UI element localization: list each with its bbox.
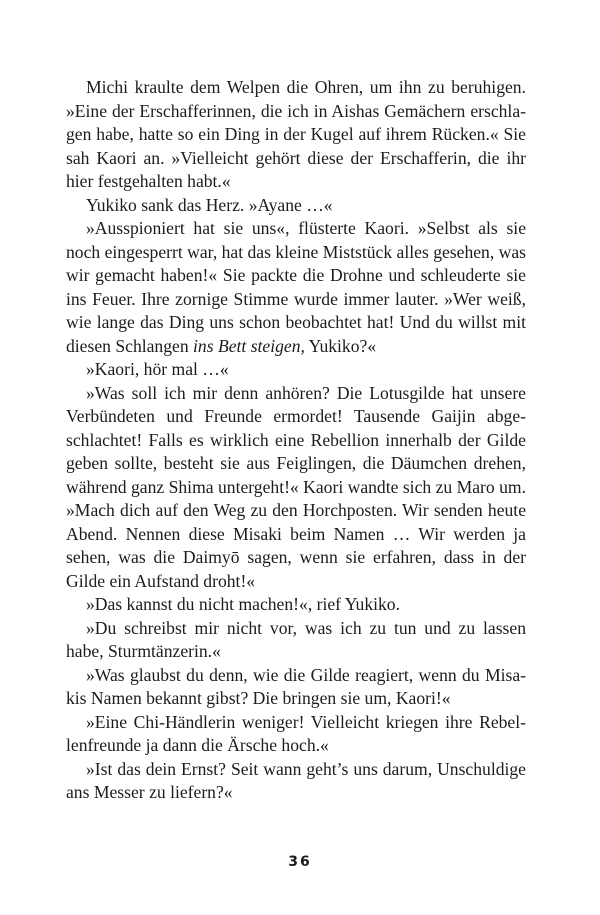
paragraph: »Du schreibst mir nicht vor, was ich zu tun und zu lassen habe, Sturmtänzerin.« <box>66 617 526 661</box>
paragraph: »Ist das dein Ernst? Seit wann geht’s uns darum, Unschuldige ans Messer zu liefern?« <box>66 758 526 802</box>
paragraph-text: Yukiko?« <box>304 335 377 356</box>
body-text <box>66 76 526 805</box>
paragraph: Yukiko sank das Herz. »Ayane …« <box>86 194 333 215</box>
italic-emphasis: ins Bett steigen, <box>193 335 305 356</box>
paragraph: »Das kannst du nicht machen!«, rief Yukiko. <box>86 594 401 614</box>
paragraph <box>66 217 526 358</box>
paragraph: »Was soll ich mir denn anhören? Die Lotusgilde hat unsere Verbündeten und Freunde ermordet! Tausende Gaijin abgeschlachtet! Falls es wirklich eine Rebellion innerhalb der Gilde geben sollte, besteht sie aus Feiglingen, die Däumchen drehen, während ganz Shima untergeht!« Kaori wandte sich zu Maro um. »Mach dich auf den Weg zu den Horchposten. Wir senden heute Abend. Nennen diese Misaki beim Namen … Wir werden ja sehen, was die Daimyō sagen, wenn sie erfahren, dass in der Gilde ein Aufstand droht!« <box>66 382 526 591</box>
paragraph: »Kaori, hör mal …« <box>86 359 229 379</box>
paragraph: Michi kraulte dem Welpen die Ohren, um ihn zu beruhigen. »Eine der Erschafferinnen, die ich in Aishas Gemächern erschlagen habe, hatte so ein Ding in der Kugel auf ihrem Rücken.« Sie sah Kaori an. »Vielleicht gehört diese der Erschafferin, die ihr hier festgehalten habt.« <box>66 77 526 191</box>
paragraph: »Eine Chi-Händlerin weniger! Vielleicht kriegen ihre Rebellenfreunde ja dann die Ärsche hoch.« <box>66 711 526 755</box>
paragraph-text: »Ausspioniert hat sie uns«, flüsterte Kaori. »Selbst als sie noch eingesperrt war, hat das kleine Miststück alles gesehen, was wir gemacht haben!« Sie packte die Drohne und schleuderte sie ins Feuer. Ihre zornige Stimme wurde immer lauter. »Wer weiß, wie lange das Ding uns schon beobachtet hat! Und du willst mit diesen Schlangen <box>66 218 527 356</box>
page-number: 36 <box>288 854 312 870</box>
paragraph: »Was glaubst du denn, wie die Gilde reagiert, wenn du Misakis Namen bekannt gibst? Die bringen sie um, Kaori!« <box>66 664 526 708</box>
